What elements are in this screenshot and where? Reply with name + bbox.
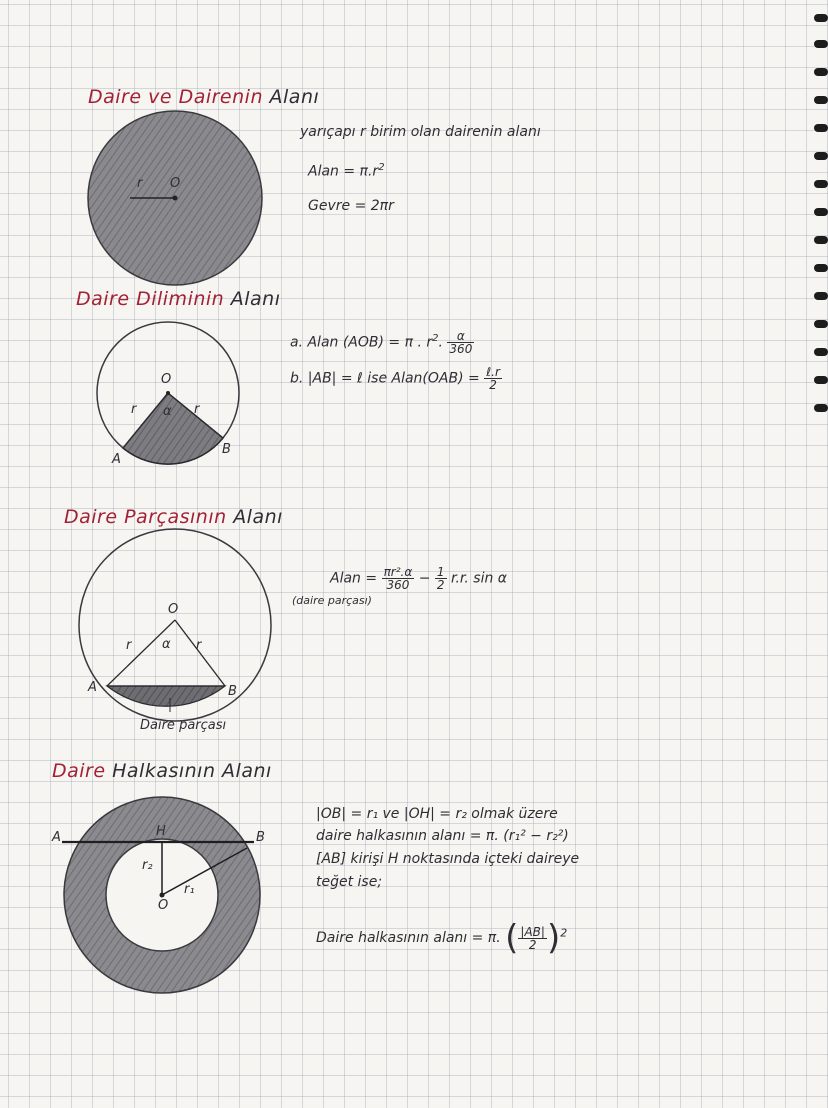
sector-fraction-den: 360 [449, 342, 473, 356]
segment-formula-prefix: Alan = [330, 570, 378, 587]
annulus-line5-text: Daire halkasının alanı = π. [316, 930, 501, 946]
annulus-label-H: H [156, 824, 166, 839]
segment-label-B: B [228, 684, 237, 699]
segment-formula-trig: r.r. sin α [451, 570, 508, 587]
sector-formula-b-fraction [484, 366, 502, 391]
annulus-line5-fraction [518, 926, 547, 951]
segment-label-O: O [168, 602, 179, 617]
sector-label-B: B [222, 442, 231, 457]
sector-label-A: A [112, 452, 121, 467]
annulus-label-r1: r₁ [184, 882, 195, 897]
segment-fraction-den: 360 [386, 578, 410, 592]
circle-figure [80, 118, 270, 293]
annulus-line4: teğet ise; [316, 874, 383, 890]
section3-title [64, 506, 283, 528]
left-paren: ( [505, 918, 519, 958]
annulus-label-A: A [52, 830, 61, 845]
annulus-label-r2: r₂ [142, 858, 153, 873]
segment-formula-fraction [382, 566, 415, 591]
circle-perimeter-formula: Gevre = 2πr [308, 198, 394, 214]
section1-title-dark: Alanı [269, 86, 320, 108]
center-dot [173, 196, 178, 201]
sector-label-r2: r [194, 402, 200, 417]
sector-formula-a-fraction [447, 330, 474, 355]
segment-radius-b [175, 620, 225, 686]
section4-title-dark: Halkasının Alanı [112, 760, 272, 782]
sector-b-fraction-den: 2 [489, 378, 497, 392]
segment-part-label: Daire parçası [140, 718, 227, 733]
segment-half-den: 2 [436, 578, 445, 592]
sector-label-r1: r [131, 402, 137, 417]
segment-half-num: 1 [436, 565, 445, 579]
circle-area-text: Alan = π.r [308, 163, 379, 180]
section2-title [76, 288, 281, 310]
sector-formula-a-text: a. Alan (AOB) = π . r [290, 334, 433, 351]
section2-title-dark: Alanı [230, 288, 281, 310]
section3-title-red: Daire Parçasının [64, 506, 227, 528]
segment-radius-a [107, 620, 175, 686]
section4-title-red: Daire [52, 760, 106, 782]
section1-title-red: Daire ve Dairenin [88, 86, 263, 108]
annulus-line2: daire halkasının alanı = π. (r₁² − r₂²) [316, 828, 569, 844]
segment-fraction-num: πr².α [383, 565, 413, 579]
segment-label-alpha: α [162, 637, 171, 652]
annulus-line3: [AB] kirişi H noktasında içteki daireye [316, 851, 580, 867]
segment-shaded [107, 686, 225, 706]
sector-formula-a-exponent: 2 [432, 332, 439, 344]
sector-label-alpha: α [163, 404, 172, 419]
segment-label-r1: r [126, 638, 132, 653]
segment-label-A: A [88, 680, 97, 695]
segment-subtitle: (daire parçası) [292, 594, 372, 607]
section3-title-dark: Alanı [233, 506, 283, 528]
sector-formula-a: a. Alan (AOB) = π . $r^2$. $\frac{\alpha}{360}$ [290, 329, 473, 356]
annulus-line5 [316, 918, 567, 958]
annulus-line1: |OB| = r₁ ve |OH| = r₂ olmak üzere [316, 806, 558, 822]
annulus-line5-exponent: 2 [560, 926, 568, 940]
segment-half-fraction [435, 566, 447, 591]
circle-area-formula [308, 162, 385, 180]
right-paren: ) [546, 918, 561, 958]
sector-label-O: O [161, 372, 172, 387]
sector-b-fraction-num: ℓ.r [486, 365, 500, 379]
sector-formula-b-text: b. |AB| = ℓ ise Alan(OAB) = [290, 370, 480, 387]
segment-figure [75, 532, 275, 722]
circle-description: yarıçapı r birim olan dairenin alanı [300, 124, 541, 140]
annulus-fraction-num: |AB| [520, 924, 545, 939]
circle-label-O: O [170, 176, 181, 191]
annulus-fraction-den: 2 [528, 937, 537, 952]
circle-area-exponent: 2 [378, 162, 385, 173]
circle-label-r: r [137, 176, 143, 191]
annulus-center-dot [160, 893, 165, 898]
section4-title [52, 760, 272, 782]
sector-center-dot [166, 391, 170, 395]
sector-formula-b [290, 366, 502, 391]
section2-title-red: Daire Diliminin [76, 288, 225, 310]
segment-label-r2: r [196, 638, 202, 653]
sector-fraction-num: α [447, 330, 474, 343]
annulus-label-O: O [158, 898, 169, 913]
segment-formula-minus: − [418, 570, 431, 587]
section1-title [88, 86, 319, 108]
sector-shaded [123, 393, 223, 464]
annulus-label-B: B [256, 830, 265, 845]
segment-formula [330, 566, 507, 591]
